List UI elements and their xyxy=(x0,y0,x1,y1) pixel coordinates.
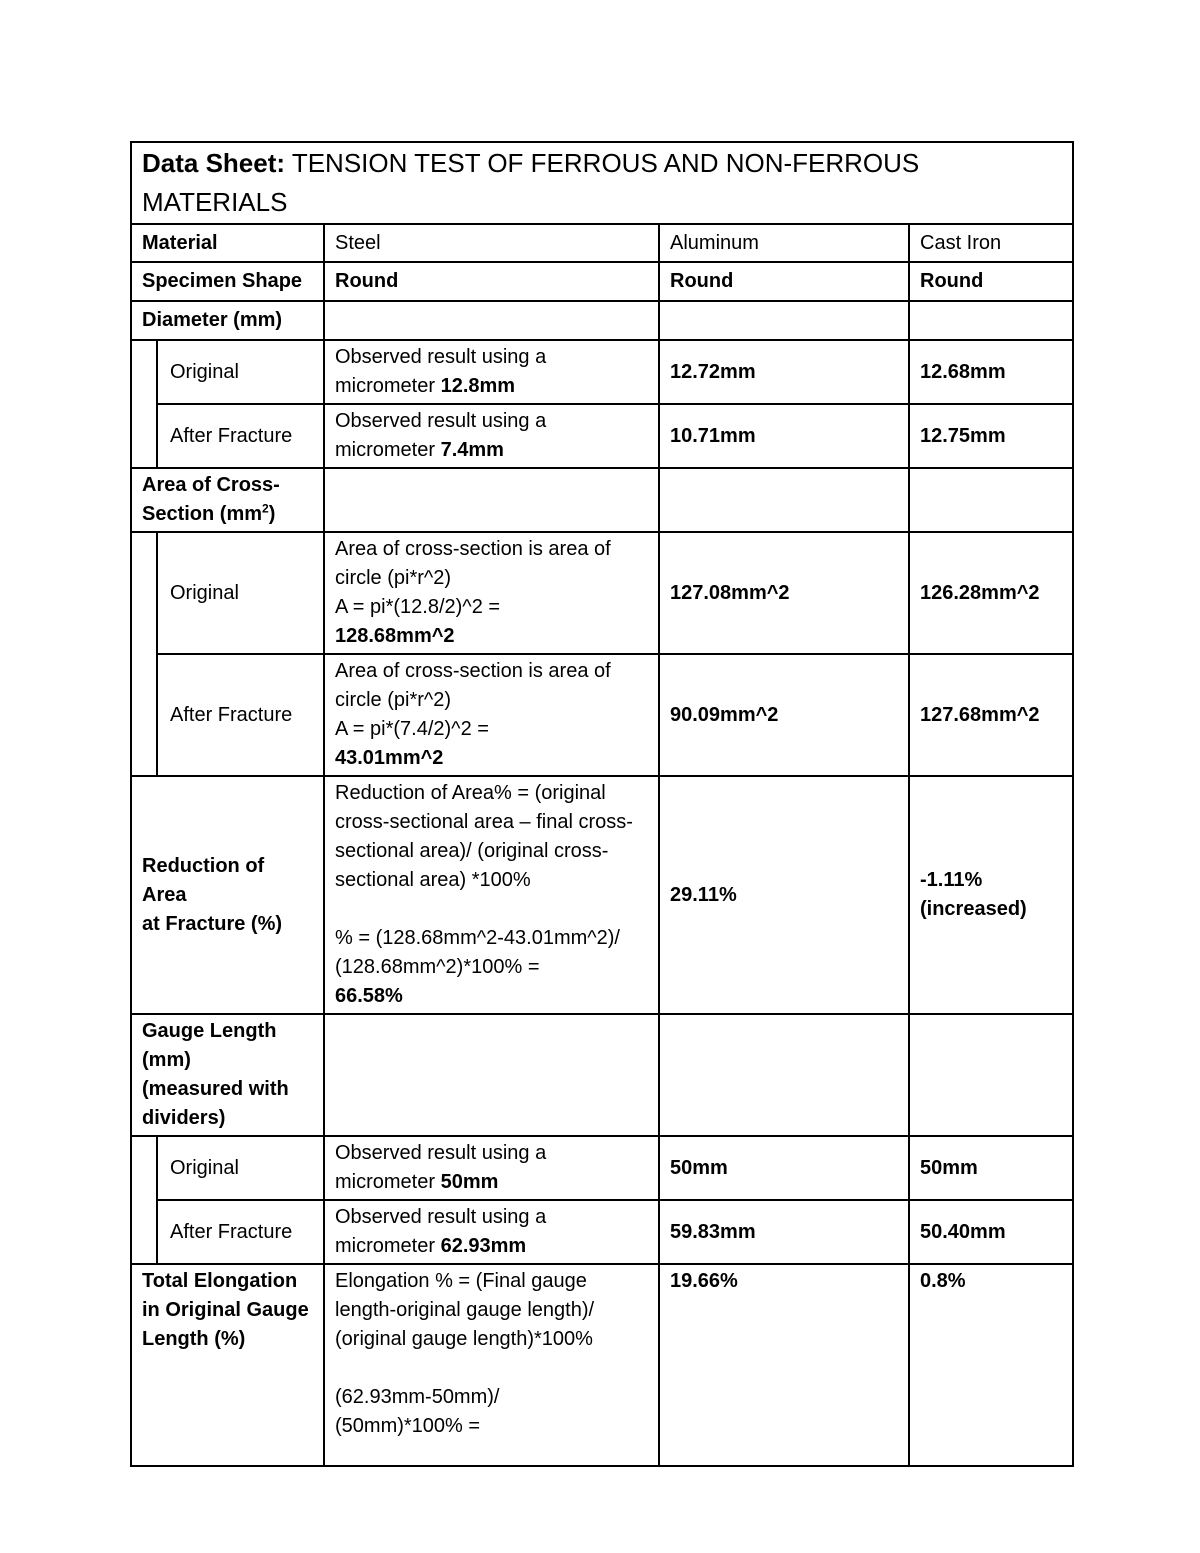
gauge-label-line3: (measured with xyxy=(142,1078,289,1100)
reduction-label-line1: Reduction of xyxy=(142,854,265,877)
gauge-label-line2: (mm) xyxy=(142,1049,191,1071)
cast-iron-shape: Round xyxy=(909,262,1073,301)
reduction-cast-iron-line1: -1.11% xyxy=(920,869,983,891)
area-original-cast-iron: 126.28mm^2 xyxy=(909,532,1073,654)
area-original-row xyxy=(131,532,1073,654)
elongation-steel-line1: Elongation % = (Final gauge xyxy=(335,1270,587,1292)
gauge-after-row xyxy=(131,1200,1073,1264)
reduction-steel-blank xyxy=(335,895,648,924)
tension-test-table xyxy=(130,141,1074,1467)
elongation-row xyxy=(131,1264,1073,1466)
reduction-aluminum: 29.11% xyxy=(659,776,909,1014)
area-after-steel-line2: circle (pi*r^2) xyxy=(335,689,452,711)
reduction-steel-line2: cross-sectional area – final cross- xyxy=(335,811,633,833)
area-after-label: After Fracture xyxy=(157,654,324,776)
diameter-original-cast-iron: 12.68mm xyxy=(909,340,1073,404)
elongation-steel-line2: length-original gauge length)/ xyxy=(335,1299,595,1321)
area-original-steel-line2: circle (pi*r^2) xyxy=(335,567,452,589)
area-indent xyxy=(131,532,157,776)
diameter-cast-iron-empty xyxy=(909,301,1073,340)
reduction-steel-line6: (128.68mm^2)*100% = xyxy=(335,956,540,978)
area-row xyxy=(131,468,1073,532)
area-label-sup: 2 xyxy=(262,501,269,516)
diameter-after-label: After Fracture xyxy=(157,404,324,468)
gauge-original-steel-text: Observed result using a micrometer xyxy=(335,1142,547,1193)
elongation-cast-iron: 0.8% xyxy=(909,1264,1073,1466)
elongation-steel xyxy=(324,1264,659,1466)
gauge-after-label: After Fracture xyxy=(157,1200,324,1264)
reduction-steel xyxy=(324,776,659,1014)
diameter-label: Diameter (mm) xyxy=(131,301,324,340)
gauge-label xyxy=(131,1014,324,1136)
diameter-after-cast-iron: 12.75mm xyxy=(909,404,1073,468)
title-row xyxy=(131,142,1073,224)
elongation-label-line2: in Original Gauge xyxy=(142,1299,309,1321)
gauge-cast-iron-empty xyxy=(909,1014,1073,1136)
diameter-aluminum-empty xyxy=(659,301,909,340)
aluminum-header: Aluminum xyxy=(659,224,909,262)
reduction-label-line2: Area xyxy=(142,883,187,906)
gauge-original-cast-iron: 50mm xyxy=(909,1136,1073,1200)
aluminum-shape: Round xyxy=(659,262,909,301)
diameter-original-aluminum: 12.72mm xyxy=(659,340,909,404)
reduction-steel-line4: sectional area) *100% xyxy=(335,869,531,891)
gauge-original-steel-value: 50mm xyxy=(440,1171,499,1193)
area-after-steel-value: 43.01mm^2 xyxy=(335,747,444,769)
sheet-title xyxy=(131,142,1073,224)
material-label: Material xyxy=(131,224,324,262)
area-after-steel xyxy=(324,654,659,776)
area-steel-empty xyxy=(324,468,659,532)
gauge-label-line1: Gauge Length xyxy=(142,1020,277,1042)
gauge-after-aluminum: 59.83mm xyxy=(659,1200,909,1264)
gauge-original-aluminum: 50mm xyxy=(659,1136,909,1200)
gauge-after-steel xyxy=(324,1200,659,1264)
gauge-after-steel-value: 62.93mm xyxy=(440,1235,527,1257)
data-sheet xyxy=(130,141,1072,1467)
cast-iron-header: Cast Iron xyxy=(909,224,1073,262)
reduction-row xyxy=(131,776,1073,1014)
area-original-steel-value: 128.68mm^2 xyxy=(335,625,455,647)
gauge-steel-empty xyxy=(324,1014,659,1136)
area-cast-iron-empty xyxy=(909,468,1073,532)
diameter-row xyxy=(131,301,1073,340)
reduction-label-line3: at Fracture (%) xyxy=(142,912,283,935)
area-original-aluminum: 127.08mm^2 xyxy=(659,532,909,654)
elongation-label-line1: Total Elongation xyxy=(142,1270,298,1292)
steel-header: Steel xyxy=(324,224,659,262)
diameter-original-row xyxy=(131,340,1073,404)
diameter-steel-empty xyxy=(324,301,659,340)
area-after-steel-line1: Area of cross-section is area of xyxy=(335,660,611,682)
reduction-steel-line5: % = (128.68mm^2-43.01mm^2)/ xyxy=(335,927,620,949)
elongation-steel-line4: (62.93mm-50mm)/ xyxy=(335,1386,500,1408)
diameter-after-steel-text: Observed result using a micrometer xyxy=(335,410,547,461)
gauge-original-row xyxy=(131,1136,1073,1200)
title-prefix: Data Sheet: xyxy=(142,148,286,178)
area-after-steel-line3: A = pi*(7.4/2)^2 = xyxy=(335,718,489,740)
area-original-steel xyxy=(324,532,659,654)
elongation-label xyxy=(131,1264,324,1466)
title-text: TENSION TEST OF FERROUS AND NON-FERROUS MATERIALS xyxy=(142,148,920,217)
elongation-aluminum: 19.66% xyxy=(659,1264,909,1466)
area-after-cast-iron: 127.68mm^2 xyxy=(909,654,1073,776)
gauge-aluminum-empty xyxy=(659,1014,909,1136)
diameter-after-steel xyxy=(324,404,659,468)
area-label-close: ) xyxy=(268,503,276,525)
elongation-steel-blank xyxy=(335,1354,648,1383)
area-after-aluminum: 90.09mm^2 xyxy=(659,654,909,776)
reduction-steel-line3: sectional area)/ (original cross- xyxy=(335,840,609,862)
diameter-after-row xyxy=(131,404,1073,468)
diameter-original-steel-text: Observed result using a micrometer xyxy=(335,346,547,397)
material-row xyxy=(131,224,1073,262)
area-original-steel-line1: Area of cross-section is area of xyxy=(335,538,611,560)
gauge-original-steel xyxy=(324,1136,659,1200)
gauge-label-line4: dividers) xyxy=(142,1107,226,1129)
reduction-steel-value: 66.58% xyxy=(335,985,403,1007)
gauge-after-steel-text: Observed result using a micrometer xyxy=(335,1206,547,1257)
elongation-steel-line3: (original gauge length)*100% xyxy=(335,1328,593,1350)
gauge-after-cast-iron: 50.40mm xyxy=(909,1200,1073,1264)
shape-label: Specimen Shape xyxy=(131,262,324,301)
area-label-line1: Area of Cross- xyxy=(142,474,280,496)
area-original-steel-line3: A = pi*(12.8/2)^2 = xyxy=(335,596,501,618)
diameter-original-label: Original xyxy=(157,340,324,404)
reduction-steel-line1: Reduction of Area% = (original xyxy=(335,782,606,804)
area-label xyxy=(131,468,324,532)
area-original-label: Original xyxy=(157,532,324,654)
gauge-original-label: Original xyxy=(157,1136,324,1200)
diameter-after-steel-value: 7.4mm xyxy=(440,439,504,461)
reduction-label xyxy=(131,776,324,1014)
steel-shape: Round xyxy=(324,262,659,301)
diameter-original-steel-value: 12.8mm xyxy=(440,375,516,397)
diameter-original-steel xyxy=(324,340,659,404)
elongation-label-line3: Length (%) xyxy=(142,1328,246,1350)
shape-row xyxy=(131,262,1073,301)
area-aluminum-empty xyxy=(659,468,909,532)
diameter-indent xyxy=(131,340,157,468)
elongation-steel-line5: (50mm)*100% = xyxy=(335,1415,481,1437)
area-after-row xyxy=(131,654,1073,776)
gauge-row xyxy=(131,1014,1073,1136)
area-label-line2: Section (mm xyxy=(142,503,263,525)
diameter-after-aluminum: 10.71mm xyxy=(659,404,909,468)
reduction-cast-iron-line2: (increased) xyxy=(920,898,1027,920)
reduction-cast-iron xyxy=(909,776,1073,1014)
gauge-indent xyxy=(131,1136,157,1264)
